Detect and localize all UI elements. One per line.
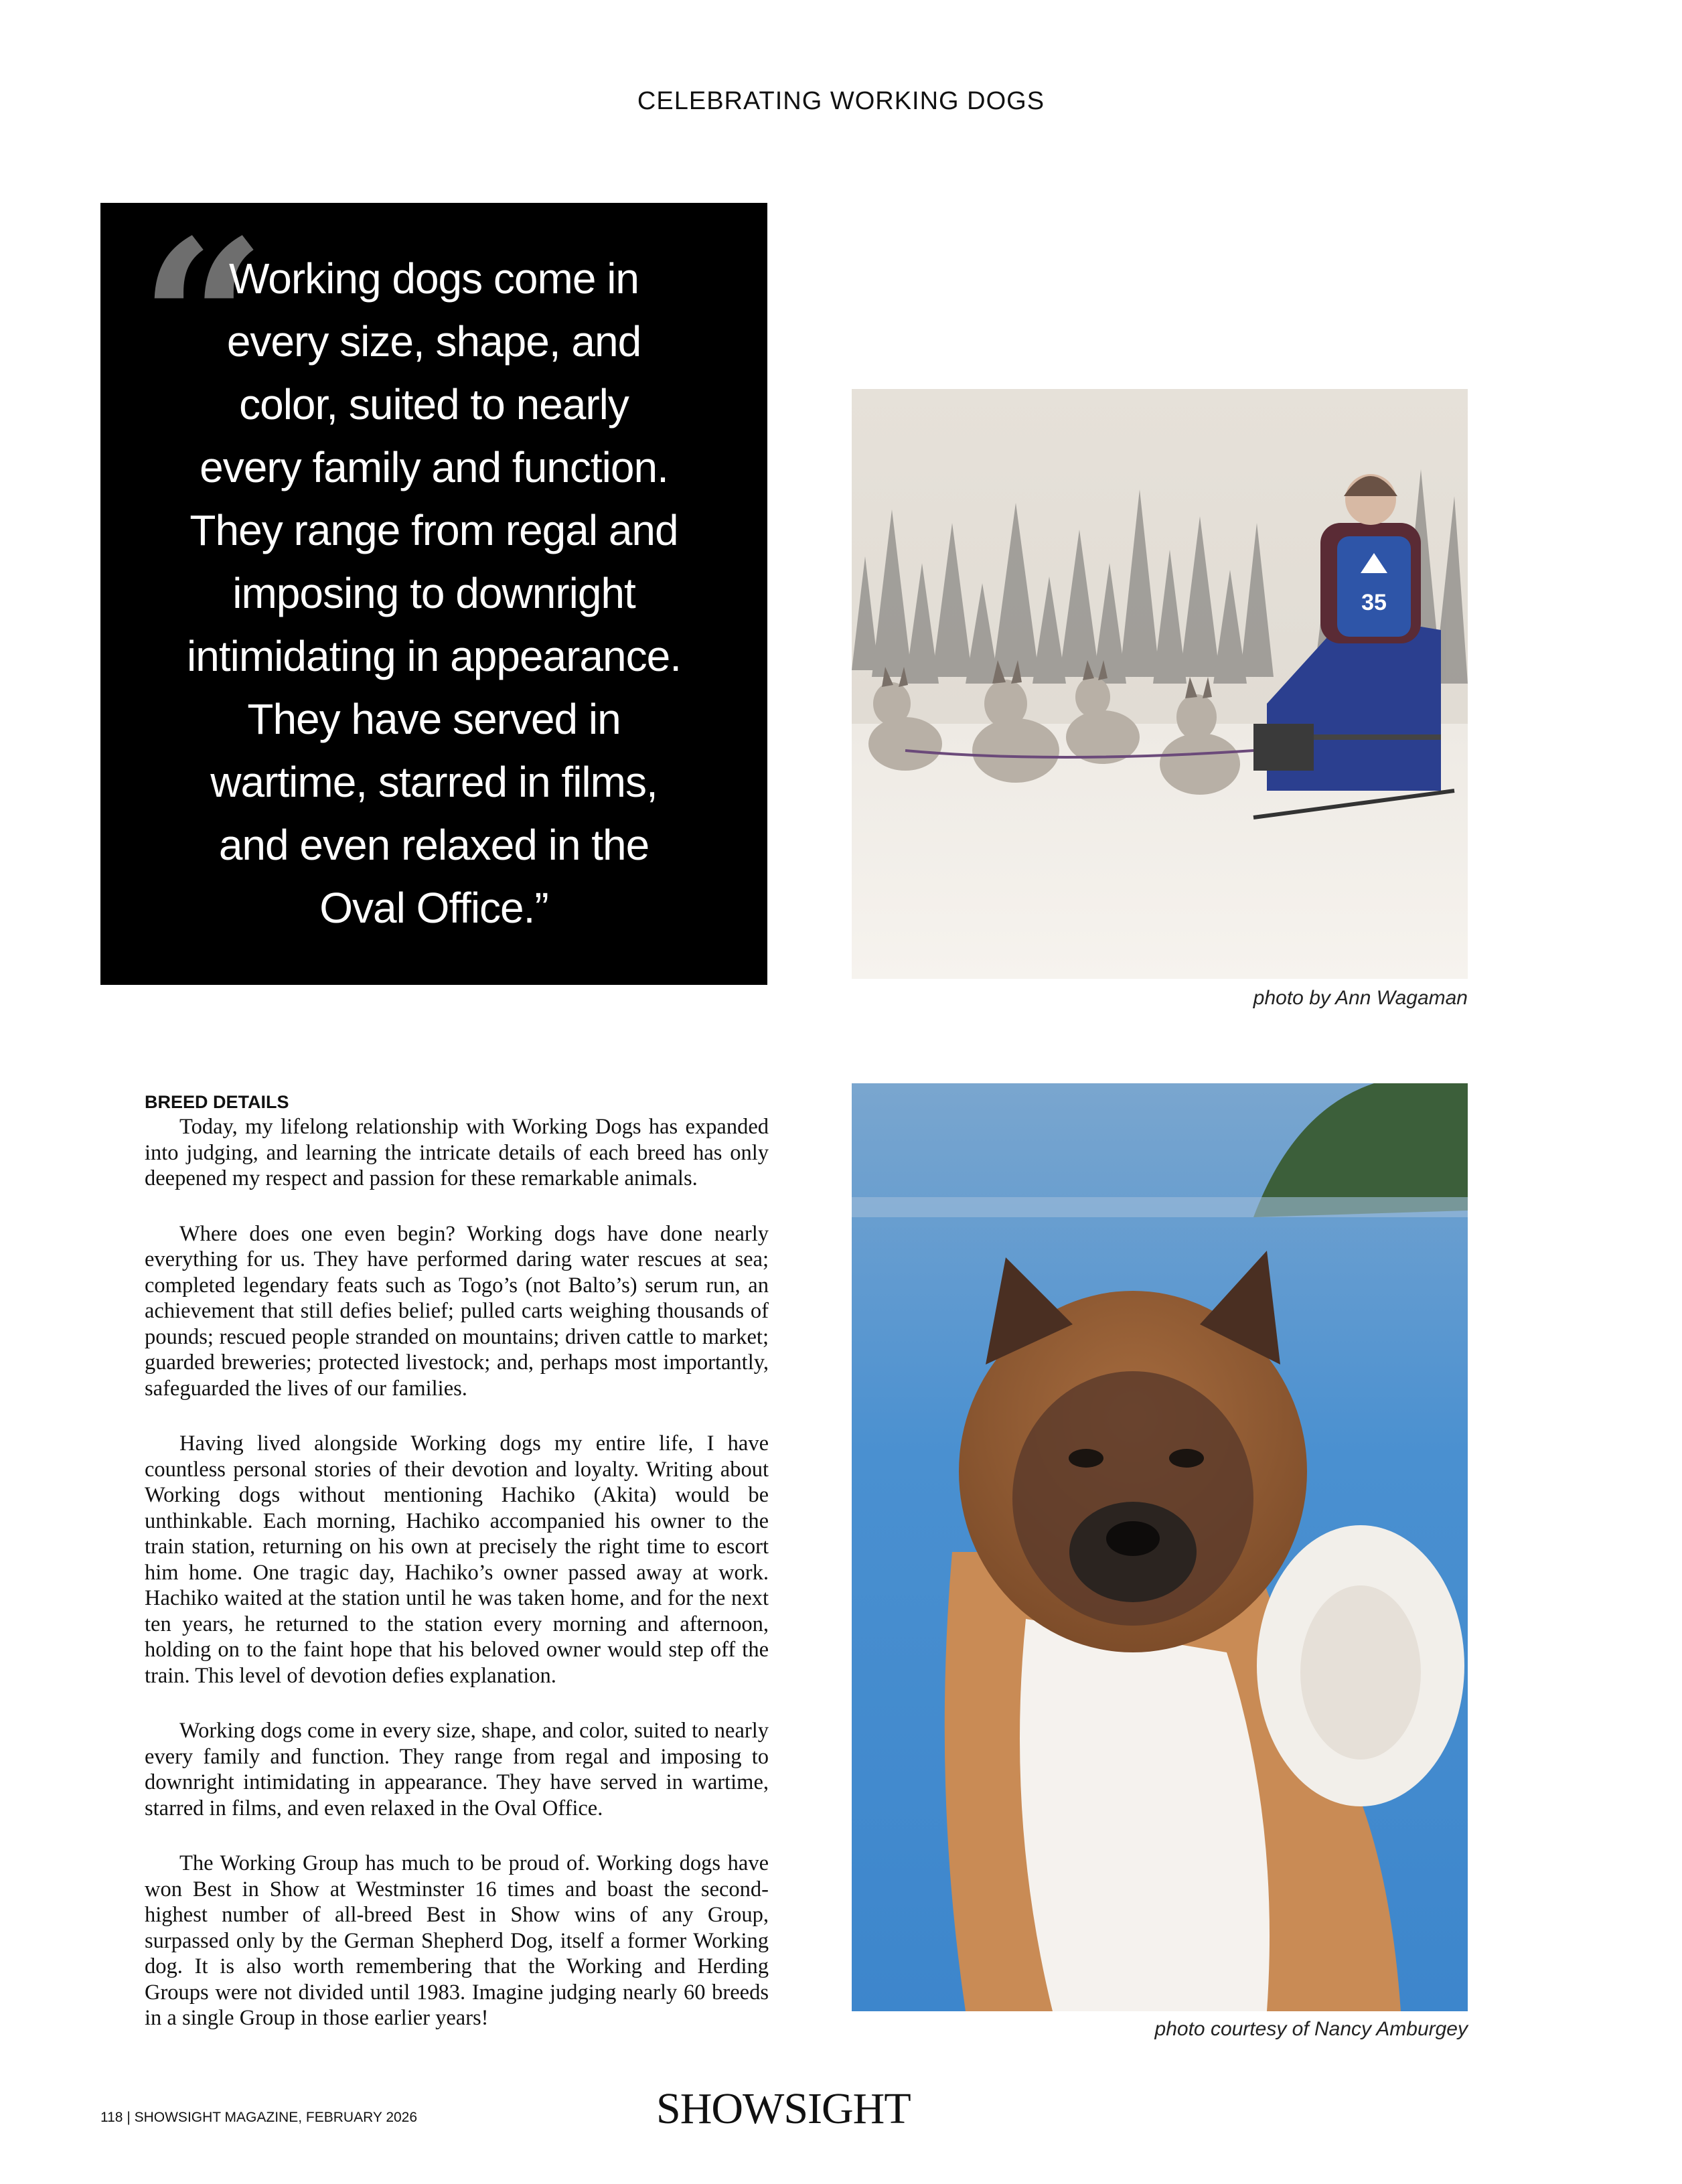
pull-quote-box (100, 191, 767, 985)
article-body (145, 1090, 769, 2061)
sled-dog-photo (852, 389, 1468, 979)
article-paragraph: Today, my lifelong relationship with Working Dogs has expanded into judging, and learning the intricate details of each breed has only deepened my respect and passion for these remarkable animals. (145, 1115, 769, 1190)
pull-quote-text: Working dogs come in every size, shape, and color, suited to nearly every family and function. They range from regal and imposing to downright intimidating in appearance. They have served in wartime, starred in films, and even relaxed in the Oval Office.” (187, 254, 681, 932)
showsight-logo: SHOWSIGHT (656, 2084, 911, 2133)
page-folio: 118 | SHOWSIGHT MAGAZINE, FEBRUARY 2026 (100, 2110, 418, 2125)
article-paragraph: Working dogs come in every size, shape, and color, suited to nearly every family and function. They range from regal and imposing to downright intimidating in appearance. They have served in wartime, starred in films, and even relaxed in the Oval Office. (145, 1719, 769, 1820)
sled-photo-credit: photo by Ann Wagaman (1253, 987, 1468, 1009)
quote-mark-icon: “ (139, 191, 266, 451)
sled-bib-number: 35 (1361, 590, 1387, 615)
article-paragraph: Having lived alongside Working dogs my entire life, I have countless personal stories of their devotion and loyalty. Writing about Working dogs without mentioning Hachiko (Akita) would be unthinkable. Each morning, Hachiko accompanied his owner to the train station, returning on his own at precisely the right time to escort him home. One tragic day, Hachiko’s owner passed away at work. Hachiko waited at the station until he was taken home, and for the next ten years, he returned to the station every morning and afternoon, holding on to the faint hope that his beloved owner would step off the train. This level of devotion defies explanation. (145, 1431, 769, 1688)
article-paragraph: Where does one even begin? Working dogs have done nearly everything for us. They have performed daring water rescues at sea; completed legendary feats such as Togo’s (not Balto’s) serum run, an achievement that still defies belief; pulled carts weighing thousands of pounds; rescued people stranded on mountains; driven cattle to market; guarded breweries; protected livestock; and, perhaps most importantly, safeguarded the lives of our families. (145, 1221, 769, 1401)
running-head: CELEBRATING WORKING DOGS (637, 87, 1045, 115)
akita-photo-credit: photo courtesy of Nancy Amburgey (1154, 2018, 1468, 2040)
akita-photo (852, 1083, 1468, 2011)
breed-details-heading: BREED DETAILS (145, 1092, 289, 1112)
article-paragraph: The Working Group has much to be proud of. Working dogs have won Best in Show at Westminster 16 times and boast the second-highest number of all-breed Best in Show wins of any Group, surpassed only by the German Shepherd Dog, itself a former Working dog. It is also worth remembering that the Working and Herding Groups were not divided until 1983. Imagine judging nearly 60 breeds in a single Group in those earlier years! (145, 1851, 769, 2030)
